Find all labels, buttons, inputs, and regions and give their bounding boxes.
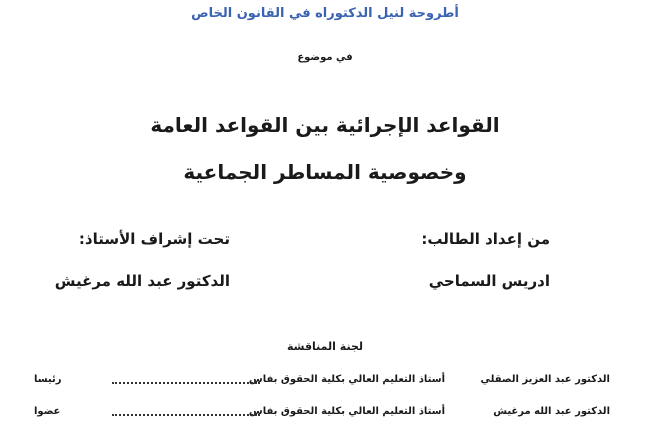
supervisor-name: الدكتور عبد الله مرغيش <box>54 272 230 290</box>
thesis-title-line-2: وخصوصية المساطر الجماعية <box>183 160 467 184</box>
committee-member-position: أستاذ التعليم العالي بكلية الحقوق بفاس <box>248 406 445 417</box>
dotted-leader <box>112 382 260 384</box>
thesis-title-line-1: القواعد الإجرائية بين القواعد العامة <box>150 113 500 137</box>
thesis-header: أطروحة لنيل الدكتوراه في القانون الخاص <box>191 6 459 21</box>
committee-member-row <box>0 374 650 390</box>
subject-label: في موضوع <box>297 52 353 63</box>
student-label: من إعداد الطالب: <box>421 230 550 248</box>
supervisor-label: تحت إشراف الأستاذ: <box>78 230 230 248</box>
committee-member-role: عضوا <box>34 406 61 417</box>
student-name: ادريس السماحي <box>428 272 550 290</box>
committee-title: لجنة المناقشة <box>286 340 363 353</box>
committee-member-row <box>0 406 650 422</box>
committee-member-name: الدكتور عبد الله مرغيش <box>493 406 610 417</box>
committee-member-position: أستاذ التعليم العالي بكلية الحقوق بفاس <box>248 374 445 385</box>
committee-member-name: الدكتور عبد العزيز الصقلي <box>480 374 610 385</box>
dotted-leader <box>112 414 260 416</box>
committee-member-role: رئيسا <box>34 374 62 385</box>
